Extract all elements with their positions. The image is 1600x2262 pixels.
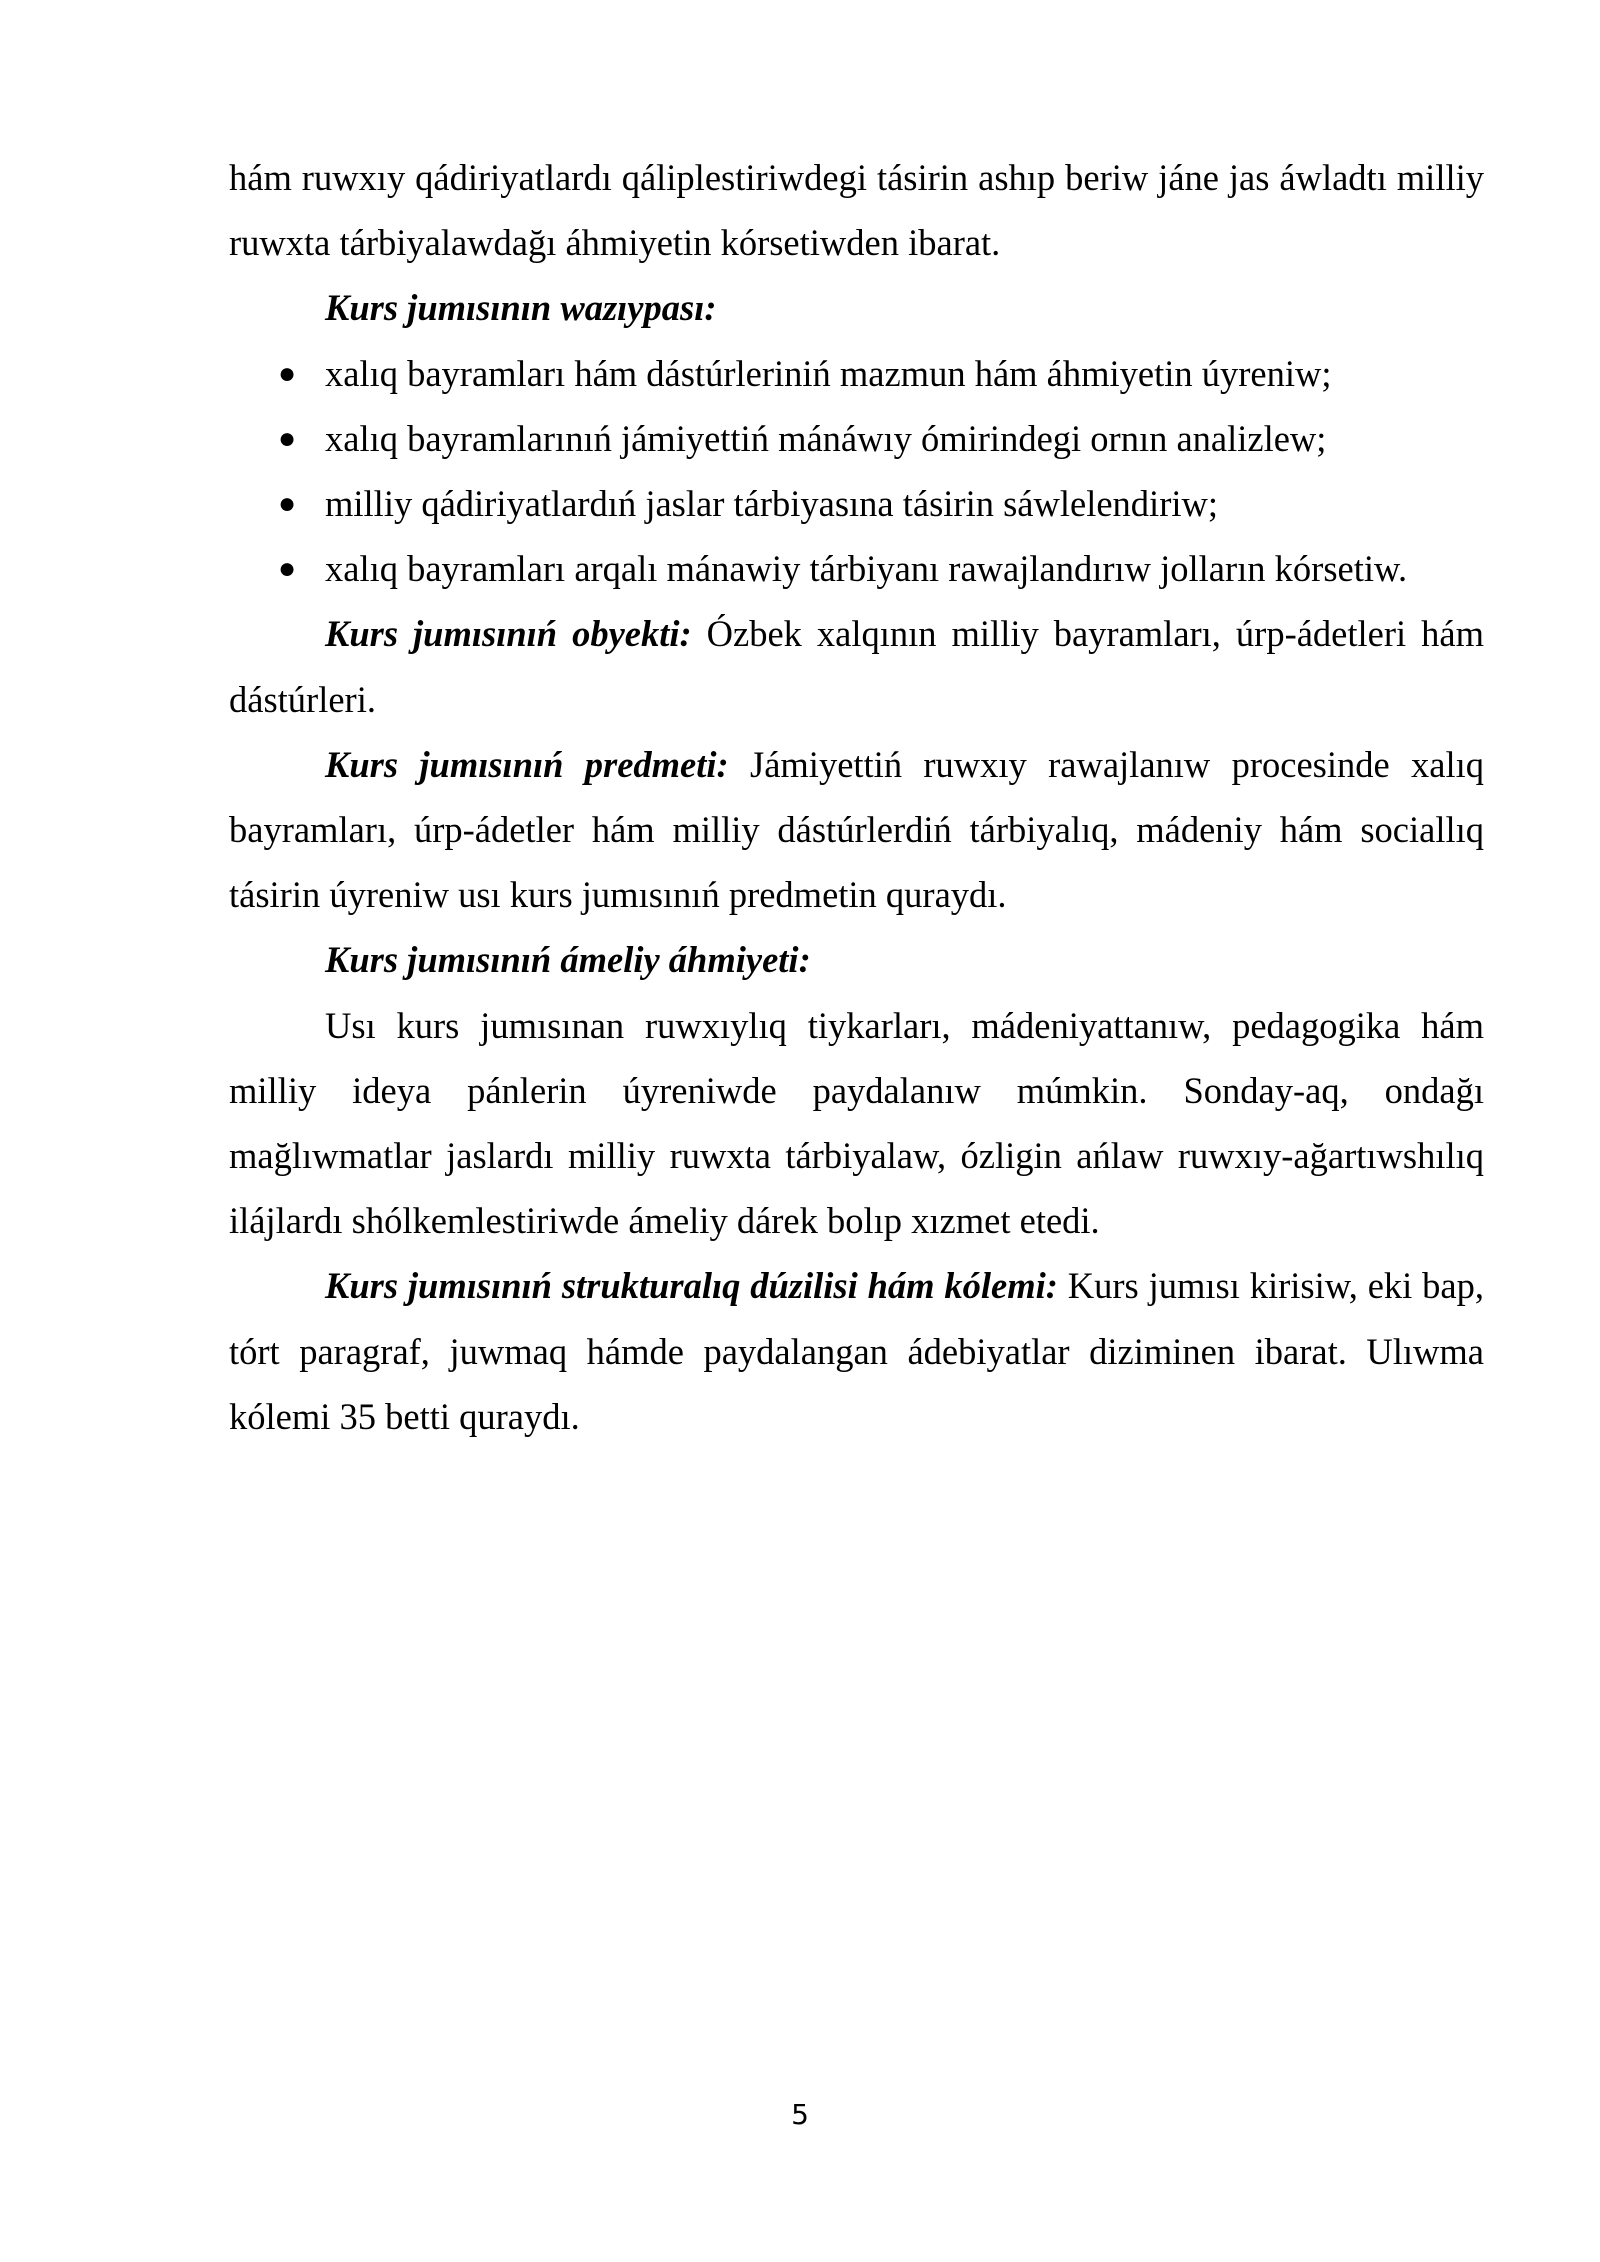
- page-number: 5: [791, 2098, 809, 2131]
- structure-text: Kurs jumısı kirisiw, eki bap, tórt paragraf, juwmaq hámde paydalangan ádebiyatlar diziminen ibarat. Ulıwma kólemi 35 betti quraydı.: [229, 1265, 1484, 1437]
- structure-label: Kurs jumısınıń strukturalıq dúzilisi hám kólemi:: [325, 1265, 1058, 1307]
- page-body: [229, 145, 1484, 1449]
- list-item: [229, 341, 1484, 406]
- practical-heading: Kurs jumısınıń ámeliy áhmiyeti:: [325, 939, 811, 981]
- list-item: [229, 406, 1484, 471]
- bullet-icon: ●: [278, 552, 297, 586]
- object-text: Ózbek xalqının milliy bayramları, úrp-ádetleri hám dástúrleri.: [229, 613, 1484, 720]
- list-item-text: xalıq bayramlarınıń jámiyettiń mánáwıy ómirindegi ornın analizlew;: [325, 417, 1327, 459]
- tasks-heading: Kurs jumısının wazıypası:: [325, 287, 717, 329]
- bullet-icon: ●: [278, 421, 297, 455]
- list-item: [229, 536, 1484, 601]
- bullet-icon: ●: [278, 356, 297, 390]
- list-item-text: milliy qádiriyatlardıń jaslar tárbiyasına tásirin sáwlelendiriw;: [325, 483, 1218, 525]
- subject-paragraph: [229, 732, 1484, 928]
- intro-paragraph: hám ruwxıy qádiriyatlardı qáliplestiriwdegi tásirin ashıp beriw jáne jas áwladtı milliy ruwxta tárbiyalawdağı áhmiyetin kórsetiwden ibarat.: [229, 157, 1484, 264]
- object-label: Kurs jumısınıń obyekti:: [325, 613, 692, 655]
- structure-paragraph: [229, 1253, 1484, 1449]
- list-item: [229, 471, 1484, 536]
- bullet-icon: ●: [278, 487, 297, 521]
- list-item-text: xalıq bayramları arqalı mánawiy tárbiyanı rawajlandırıw jolların kórsetiw.: [325, 548, 1408, 590]
- subject-text: Jámiyettiń ruwxıy rawajlanıw procesinde xalıq bayramları, úrp-ádetler hám milliy dástúrlerdiń tárbiyalıq, mádeniy hám sociallıq tásirin úyreniw usı kurs jumısınıń predmetin quraydı.: [229, 743, 1484, 916]
- subject-label: Kurs jumısınıń predmeti:: [325, 743, 729, 785]
- practical-paragraph: Usı kurs jumısınan ruwxıylıq tiykarları, mádeniyattanıw, pedagogika hám milliy ideya pánlerin úyreniwde paydalanıw múmkin. Sonday-aq, ondağı mağlıwmatlar jaslardı milliy ruwxta tárbiyalaw, ózligin ańlaw ruwxıy-ağartıwshılıq ilájlardı shólkemlestiriwde ámeliy dárek bolıp xızmet etedi.: [229, 1004, 1484, 1242]
- list-item-text: xalıq bayramları hám dástúrleriniń mazmun hám áhmiyetin úyreniw;: [325, 352, 1332, 394]
- object-paragraph: [229, 601, 1484, 731]
- tasks-list: [229, 341, 1484, 602]
